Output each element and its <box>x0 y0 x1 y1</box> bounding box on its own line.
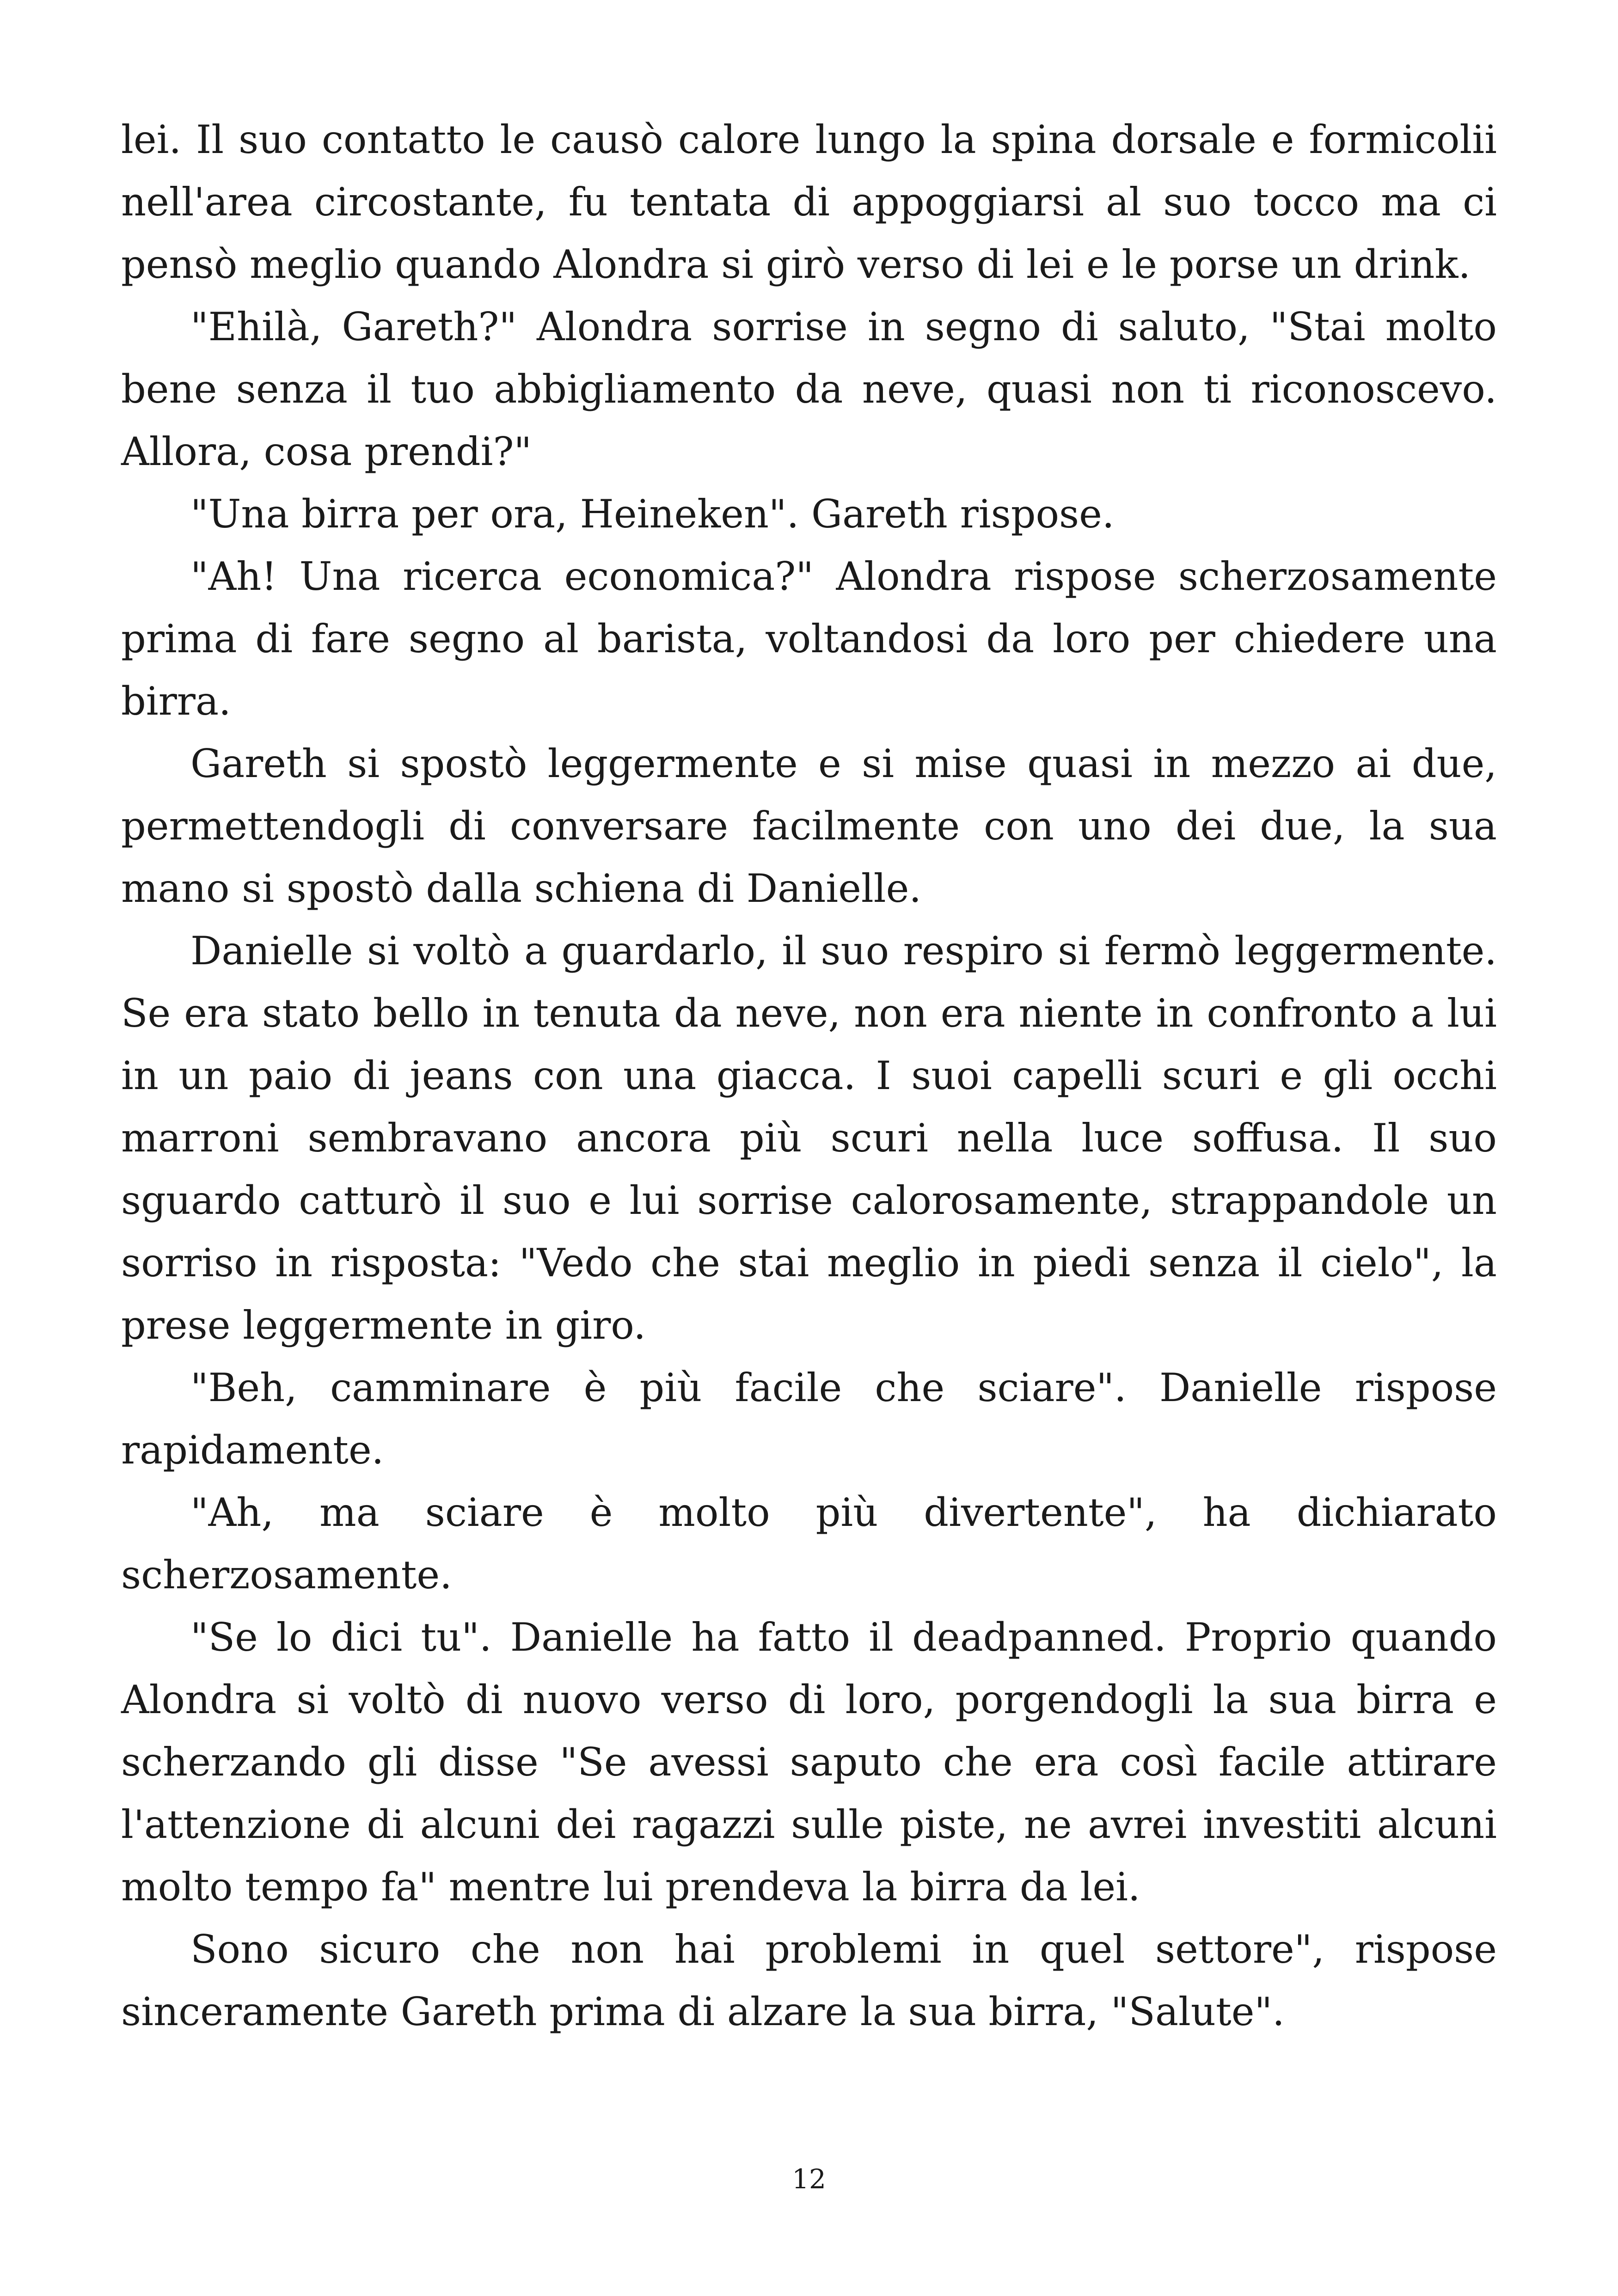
paragraph: Gareth si spostò leggermente e si mise quasi in mezzo ai due, permettendogli di conversare facilmente con uno dei due, la sua mano si spostò dalla schiena di Danielle. <box>121 741 1497 911</box>
paragraph: Danielle si voltò a guardarlo, il suo respiro si fermò leggermente. Se era stato bello in tenuta da neve, non era niente in confronto a lui in un paio di jeans con una giacca. I suoi capelli scuri e gli occhi marroni sembravano ancora più scuri nella luce soffusa. Il suo sguardo catturò il suo e lui sorrise calorosamente, strappandole un sorriso in risposta: "Vedo che stai meglio in piedi senza il cielo", la prese leggermente in giro. <box>121 928 1497 1348</box>
body-text <box>121 109 1497 2043</box>
paragraph: "Una birra per ora, Heineken". Gareth rispose. <box>190 491 1115 537</box>
paragraph: "Ah, ma sciare è molto più divertente", ha dichiarato scherzosamente. <box>121 1490 1497 1598</box>
paragraph: Sono sicuro che non hai problemi in quel settore", rispose sinceramente Gareth prima di alzare la sua birra, "Salute". <box>121 1927 1497 2034</box>
paragraph: "Se lo dici tu". Danielle ha fatto il deadpanned. Proprio quando Alondra si voltò di nuovo verso di loro, porgendogli la sua birra e scherzando gli disse "Se avessi saputo che era così facile attirare l'attenzione di alcuni dei ragazzi sulle piste, ne avrei investiti alcuni molto tempo fa" mentre lui prendeva la birra da lei. <box>121 1615 1497 1910</box>
page-number: 12 <box>792 2163 826 2195</box>
paragraph: "Ehilà, Gareth?" Alondra sorrise in segno di saluto, "Stai molto bene senza il tuo abbigliamento da neve, quasi non ti riconoscevo. Allora, cosa prendi?" <box>121 304 1497 474</box>
paragraph: lei. Il suo contatto le causò calore lungo la spina dorsale e formicolii nell'area circostante, fu tentata di appoggiarsi al suo tocco ma ci pensò meglio quando Alondra si girò verso di lei e le porse un drink. <box>121 117 1497 287</box>
paragraph: "Ah! Una ricerca economica?" Alondra rispose scherzosamente prima di fare segno al barista, voltandosi da loro per chiedere una birra. <box>121 554 1497 724</box>
paragraph: "Beh, camminare è più facile che sciare". Danielle rispose rapidamente. <box>121 1365 1497 1473</box>
